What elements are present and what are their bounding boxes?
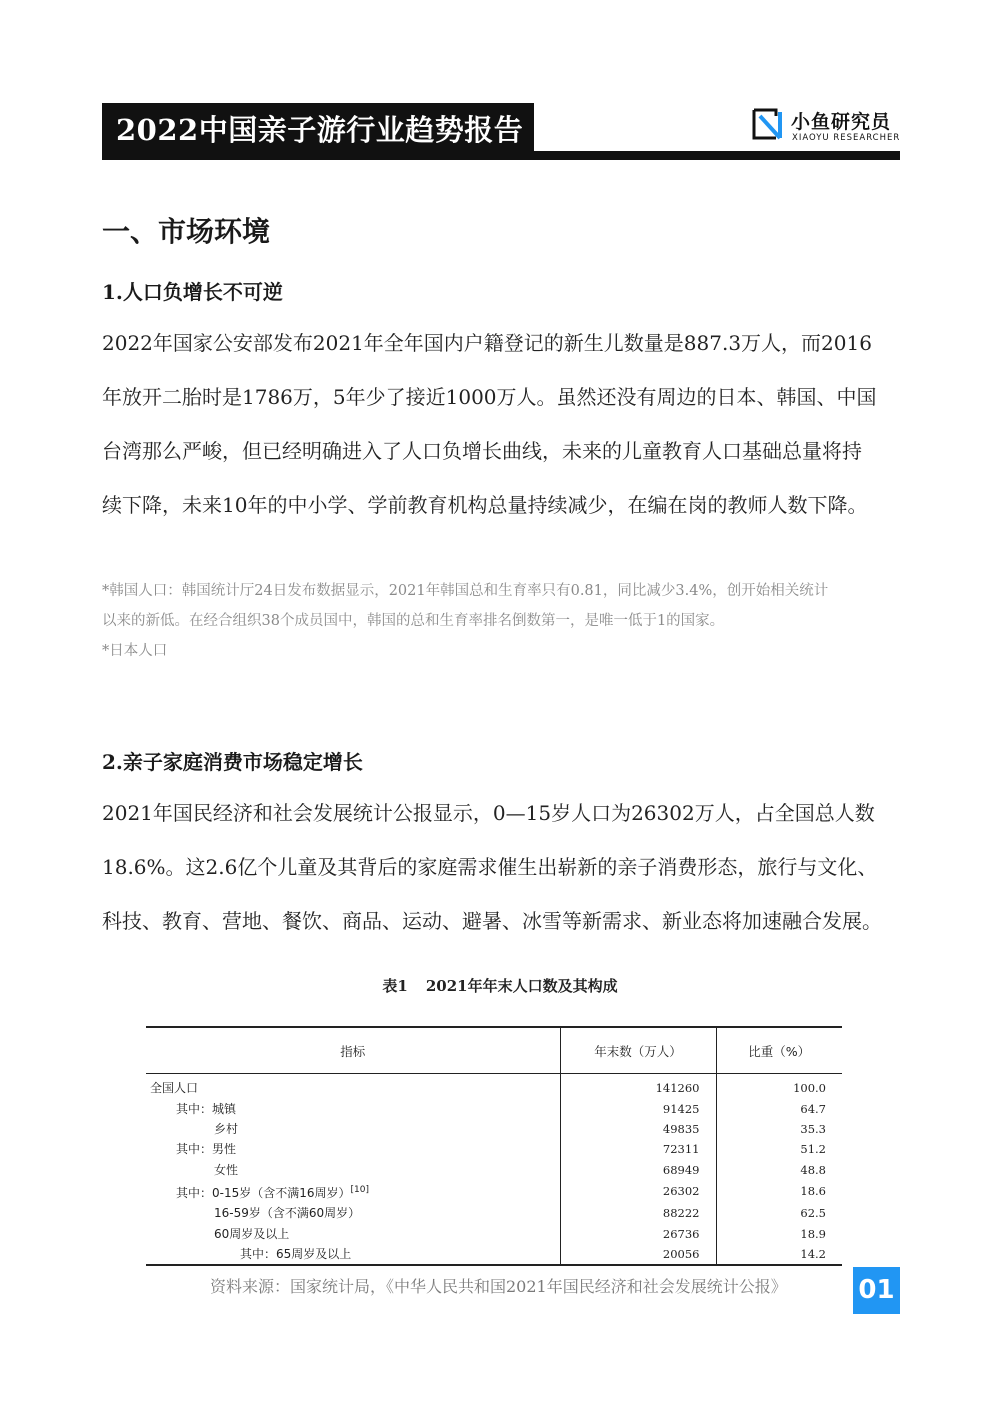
row-value: 91425	[560, 1098, 716, 1118]
row-prefix: 全国人口	[150, 1081, 199, 1096]
row-indicator	[146, 1098, 560, 1118]
row-indicator	[146, 1160, 560, 1180]
paragraph-line: 科技、教育、营地、餐饮、商品、运动、避暑、冰雪等新需求、新业态将加速融合发展。	[102, 909, 882, 933]
row-ratio: 62.5	[716, 1203, 842, 1223]
row-value: 26302	[560, 1180, 716, 1203]
table-row	[146, 1139, 842, 1159]
row-ratio: 100.0	[716, 1074, 842, 1099]
row-name: 0-15岁（含不满16周岁）	[212, 1185, 351, 1200]
table-row	[146, 1203, 842, 1223]
row-name: 其中：65周岁及以上	[240, 1246, 352, 1261]
row-name: 16-59岁（含不满60周岁）	[214, 1206, 361, 1221]
row-value: 141260	[560, 1074, 716, 1099]
header-year-end: 年末数（万人）	[560, 1027, 716, 1074]
table-row	[146, 1180, 842, 1203]
row-indicator	[146, 1244, 560, 1265]
row-prefix: 其中：	[176, 1142, 213, 1157]
table-title: 2021年年末人口数及其构成	[425, 977, 618, 995]
header-ratio: 比重（%）	[716, 1027, 842, 1074]
row-ratio: 18.6	[716, 1180, 842, 1203]
row-indicator	[146, 1203, 560, 1223]
paragraph-1	[102, 316, 902, 532]
table-row	[146, 1074, 842, 1099]
row-ratio: 64.7	[716, 1098, 842, 1118]
page-number: 01	[853, 1267, 900, 1314]
logo-name: 小鱼研究员	[791, 111, 892, 133]
row-value: 49835	[560, 1119, 716, 1139]
table-header-row	[146, 1027, 842, 1074]
logo-subtitle: XIAOYU RESEARCHER	[792, 133, 901, 143]
footnote-block	[102, 576, 902, 666]
row-name: 城镇	[212, 1101, 237, 1116]
row-name: 乡村	[214, 1121, 239, 1136]
footnote-line: 以来的新低。在经合组织38个成员国中，韩国的总和生育率排名倒数第一，是唯一低于1的国家。	[102, 613, 725, 629]
subsection-title-1: 1.人口负增长不可逆	[102, 280, 283, 304]
header-rule	[102, 151, 900, 160]
table-row	[146, 1160, 842, 1180]
row-ratio: 35.3	[716, 1119, 842, 1139]
row-ratio: 48.8	[716, 1160, 842, 1180]
row-value: 20056	[560, 1244, 716, 1265]
row-name: 女性	[214, 1162, 239, 1177]
row-prefix: 其中：	[176, 1185, 213, 1200]
paragraph-line: 2022年国家公安部发布2021年全年国内户籍登记的新生儿数量是887.3万人，而2016	[102, 331, 872, 355]
section-title: 一、市场环境	[102, 215, 271, 248]
table-row	[146, 1244, 842, 1265]
paragraph-line: 续下降，未来10年的中小学、学前教育机构总量持续减少，在编在岗的教师人数下降。	[102, 493, 868, 517]
row-indicator	[146, 1223, 560, 1243]
footnote-line: *韩国人口：韩国统计厅24日发布数据显示，2021年韩国总和生育率只有0.81，同比减少3.4%，创开始相关统计	[102, 583, 829, 599]
row-value: 88222	[560, 1203, 716, 1223]
row-value: 68949	[560, 1160, 716, 1180]
row-indicator	[146, 1180, 560, 1203]
row-indicator	[146, 1139, 560, 1159]
paragraph-line: 台湾那么严峻，但已经明确进入了人口负增长曲线，未来的儿童教育人口基础总量将持	[102, 439, 862, 463]
footnote-line: *日本人口	[102, 643, 168, 659]
population-table	[146, 1026, 842, 1266]
row-ratio: 18.9	[716, 1223, 842, 1243]
paragraph-line: 2021年国民经济和社会发展统计公报显示，0—15岁人口为26302万人，占全国总人数	[102, 801, 875, 825]
table-row	[146, 1119, 842, 1139]
table-row	[146, 1223, 842, 1243]
row-name: 男性	[212, 1142, 237, 1157]
header-indicator: 指标	[146, 1027, 560, 1074]
subsection-title-2: 2.亲子家庭消费市场稳定增长	[102, 750, 363, 774]
paragraph-line: 18.6%。这2.6亿个儿童及其背后的家庭需求催生出崭新的亲子消费形态，旅行与文化、	[102, 855, 878, 879]
footnote-ref: [10]	[350, 1184, 370, 1195]
table-caption	[0, 975, 1000, 996]
paragraph-line: 年放开二胎时是1786万，5年少了接近1000万人。虽然还没有周边的日本、韩国、中国	[102, 385, 877, 409]
row-value: 26736	[560, 1223, 716, 1243]
paragraph-2	[102, 786, 902, 948]
row-ratio: 51.2	[716, 1139, 842, 1159]
row-ratio: 14.2	[716, 1244, 842, 1265]
row-value: 72311	[560, 1139, 716, 1159]
row-name: 60周岁及以上	[214, 1226, 290, 1241]
source-note: 资料来源：国家统计局，《中华人民共和国2021年国民经济和社会发展统计公报》	[210, 1277, 787, 1296]
row-indicator	[146, 1119, 560, 1139]
report-title: 2022中国亲子游行业趋势报告	[102, 103, 534, 157]
row-prefix: 其中：	[176, 1101, 213, 1116]
logo-mark-icon	[750, 106, 786, 142]
table-label: 表1	[382, 977, 408, 995]
logo	[750, 104, 900, 146]
row-indicator	[146, 1074, 560, 1099]
table-row	[146, 1098, 842, 1118]
